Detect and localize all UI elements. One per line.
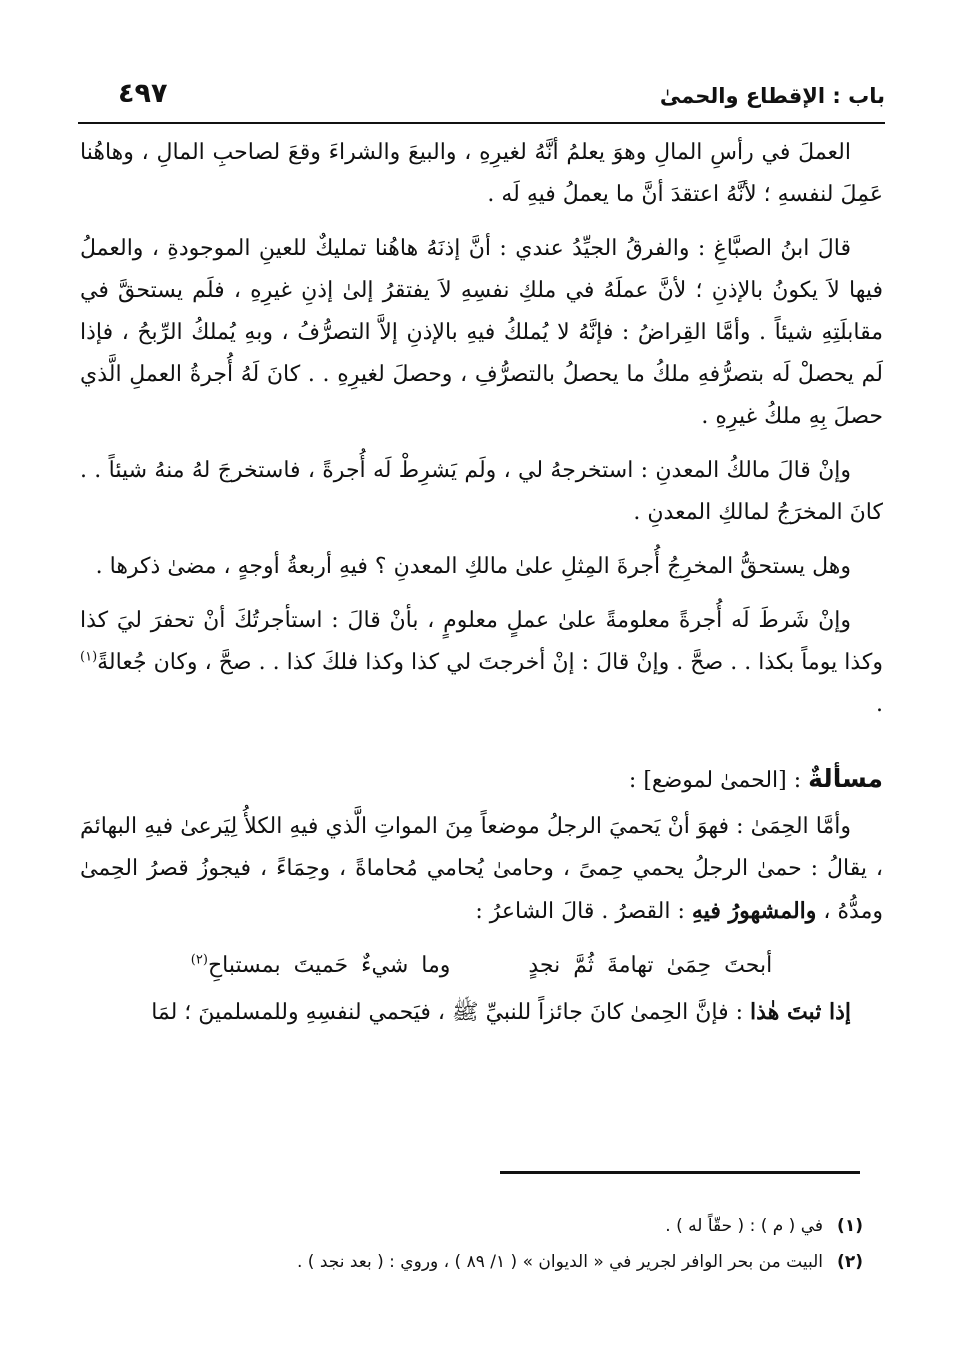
page-number: ٤٩٧ [118,78,168,109]
footnote [80,1208,863,1244]
page-header [78,78,885,118]
heading-word: مسألةٌ [808,764,883,793]
footnote-reference: (٢) [190,952,208,968]
paragraph-text: وأمَّا الحِمَىٰ : فهوَ أنْ يَحميَ الرجلُ موضعاً مِنَ المواتِ الَّذي فيهِ الكلأُ لِيَرعىٰ فيهِ البهائمَ ، يقالُ : حمىٰ الرجلُ يحمي حِمىً ، وحامىٰ يُحامي مُحاماةً ، وحِمَاءً ، فيجوزُ قصرُ الحِمىٰ ومدُّهُ ، [80,814,883,924]
paragraph-end: : القصرُ . قالَ الشاعرُ : [475,899,685,924]
footnote-reference: (١) [80,649,98,665]
paragraph-end: . [876,692,883,717]
paragraph [80,600,883,726]
footnote-number: (٢) [837,1252,863,1272]
paragraph-text: وإنْ شَرطَ لَه أُجرةً معلومةً علىٰ عملٍ معلومٍ ، بأنْ قالَ : استأجرتُكَ أنْ تحفرَ ليَ كذا وكذا يوماً بكذا . . صحَّ . وإنْ قالَ : إنْ أخرجتَ لي كذا وكذا فلكَ كذا . . صحَّ ، وكان جُعالةً [80,608,884,675]
section-heading [80,758,883,802]
verse-first-hemistich: أبحتَ حِمَىٰ تهامةَ ثُمَّ نجدٍ [528,953,773,978]
heading-subtitle: : [الحمىٰ لموضع] : [628,768,809,793]
paragraph: قالَ ابنُ الصبَّاغِ : والفرقُ الجيِّدُ عندي : أنَّ إذنَهُ هاهُنا تمليكٌ للعينِ الموجودةِ ، والعملُ فيها لاَ يكونُ بالإذنِ ؛ لأنَّ عملَهُ في ملكِ نفسِهِ لاَ يفتقرُ إلىٰ إذنِ غيرِهِ ، فلَم يستحقَّ في مقابلَتِهِ شيئاً . وأمَّا القِراضُ : فإنَّهُ لا يُملكُ فيهِ بالإذنِ إلاَّ التصرُّفُ ، وبهِ يُملكُ الرِّبحُ ، فإذا لَم يحصلْ لَه بتصرُّفهِ ملكُ ما يحصلُ بالتصرُّفِ ، وحصلَ لغيرِهِ . . كانَ لَهُ أُجرةُ العملِ الَّذي حصلَ بِهِ ملكُ غيرِهِ . [80,236,883,429]
paragraph: وهل يستحقُّ المخرِجُ أُجرةَ المِثلِ علىٰ مالكِ المعدنِ ؟ فيهِ أربعةُ أوجهٍ ، مضىٰ ذكرها . [95,554,851,579]
paragraph [80,806,883,933]
bold-phrase: إذا ثبتَ هٰذا [750,999,851,1025]
paragraph: العملَ في رأسِ المالِ وهوَ يعلمُ أنَّهُ لغيرِهِ ، والبيعَ والشراءَ وقعَ لصاحبِ المالِ ، وهاهُنا عَمِلَ لنفسهِ ؛ لأنَّهُ اعتقدَ أنَّ ما يعملُ فيهِ لَه . [80,140,883,207]
footnote-text: البيت من بحر الوافر لجرير في « الديوان » ( ١/ ٨٩ ) ، وروي : ( بعد نجد ) . [297,1252,823,1272]
running-title: باب : الإقطاع والحمىٰ [659,84,885,108]
footnote-number: (١) [837,1216,863,1236]
header-rule [78,122,885,124]
poetry-verse [80,945,883,987]
paragraph-text: : فإنَّ الحِمىٰ كانَ جائزاً للنبيِّ ﷺ ، فيَحمي لنفسِهِ وللمسلمينَ ؛ لمَا [151,1000,744,1025]
footnote-rule [500,1171,860,1174]
verse-second-hemistich: وما شيءٌ حَميتَ بمستباحِ [207,953,451,978]
footnote [80,1244,863,1280]
main-text [80,132,883,1046]
footnote-text: في ( م ) : ( حقّاً له ) . [665,1216,823,1236]
footnotes [80,1208,863,1280]
paragraph [80,991,883,1034]
paragraph: وإنْ قالَ مالكُ المعدنِ : استخرجهُ لي ، ولَم يَشرِطْ لَه أُجرةً ، فاستخرجَ لهُ منهُ شيئاً . . كانَ المخرَجُ لمالكِ المعدنِ . [80,458,883,525]
bold-phrase: والمشهورُ فيهِ [691,898,817,924]
